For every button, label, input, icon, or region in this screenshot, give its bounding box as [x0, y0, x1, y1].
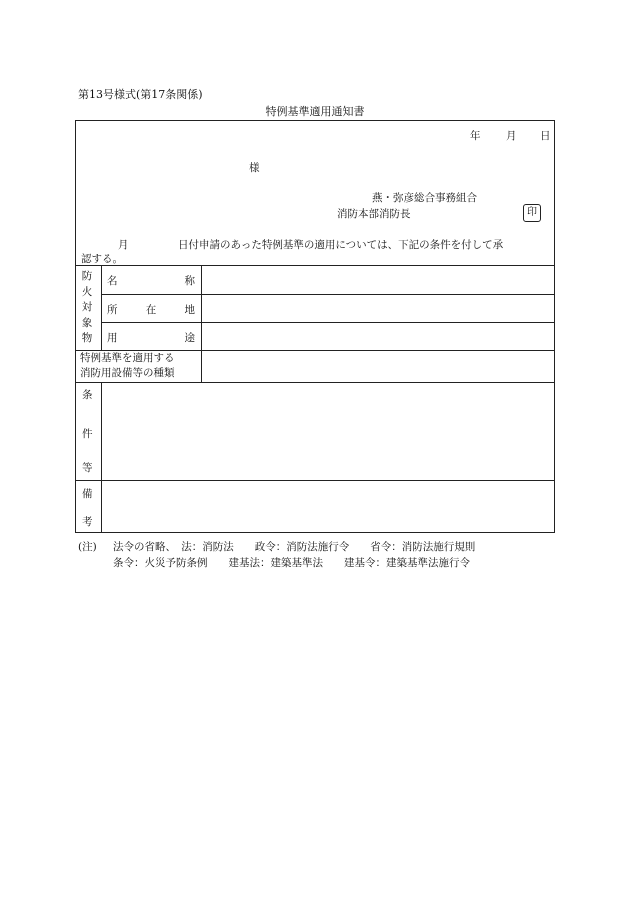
row-divider — [75, 480, 555, 481]
body-text-line2: 認する。 — [81, 253, 123, 265]
use-label-char: 途 — [184, 332, 195, 344]
column-divider — [201, 265, 202, 382]
location-label — [107, 302, 195, 317]
form-frame — [75, 120, 555, 533]
remarks-label-char: 備 — [82, 488, 93, 500]
conditions-label-char: 等 — [82, 462, 93, 474]
name-label-char: 称 — [184, 275, 195, 287]
fire-object-label-char: 火 — [81, 285, 93, 298]
body-text-line1: 日付申請のあった特例基準の適用については、下記の条件を付して承 — [178, 239, 504, 251]
date-day: 日 — [540, 130, 551, 142]
use-label — [107, 330, 195, 345]
remarks-label-char: 考 — [82, 516, 93, 528]
form-number: 第13号様式(第17条関係) — [78, 88, 203, 101]
date-year: 年 — [470, 130, 481, 142]
fire-object-label-char: 対 — [81, 301, 93, 313]
date-month: 月 — [506, 130, 517, 142]
row-divider — [101, 294, 555, 295]
conditions-label-char: 件 — [82, 428, 93, 440]
column-divider — [101, 265, 102, 350]
location-label-char: 在 — [145, 304, 157, 316]
fire-object-label — [80, 269, 94, 347]
name-label-char: 名 — [107, 275, 118, 287]
notes-prefix: (注) — [78, 541, 97, 553]
issuer-organization: 燕・弥彦総合事務組合 — [372, 192, 477, 204]
name-label — [107, 273, 195, 288]
notes-line1: 法令の省略、 法：消防法 政令：消防法施行令 省令：消防法施行規則 — [113, 541, 476, 553]
row-divider — [75, 382, 555, 383]
row-divider — [101, 322, 555, 323]
equipment-label-line2: 消防用設備等の種類 — [80, 367, 175, 379]
body-month: 月 — [118, 239, 129, 251]
location-label-char: 所 — [107, 304, 118, 316]
column-divider — [101, 382, 102, 533]
notes-line2: 条令：火災予防条例 建基法：建築基準法 建基令：建築基準法施行令 — [113, 557, 470, 569]
fire-object-label-char: 防 — [81, 270, 93, 282]
addressee-suffix: 様 — [249, 162, 260, 174]
row-divider — [75, 265, 555, 266]
document-title: 特例基準適用通知書 — [265, 105, 365, 118]
seal-stamp: 印 — [523, 204, 541, 222]
location-label-char: 地 — [184, 304, 195, 316]
use-label-char: 用 — [107, 332, 118, 344]
fire-object-label-char: 物 — [81, 332, 93, 344]
issuer-chief: 消防本部消防長 — [337, 208, 411, 220]
equipment-label-line1: 特例基準を適用する — [80, 352, 175, 364]
fire-object-label-char: 象 — [81, 316, 93, 329]
conditions-label-char: 条 — [82, 389, 93, 401]
